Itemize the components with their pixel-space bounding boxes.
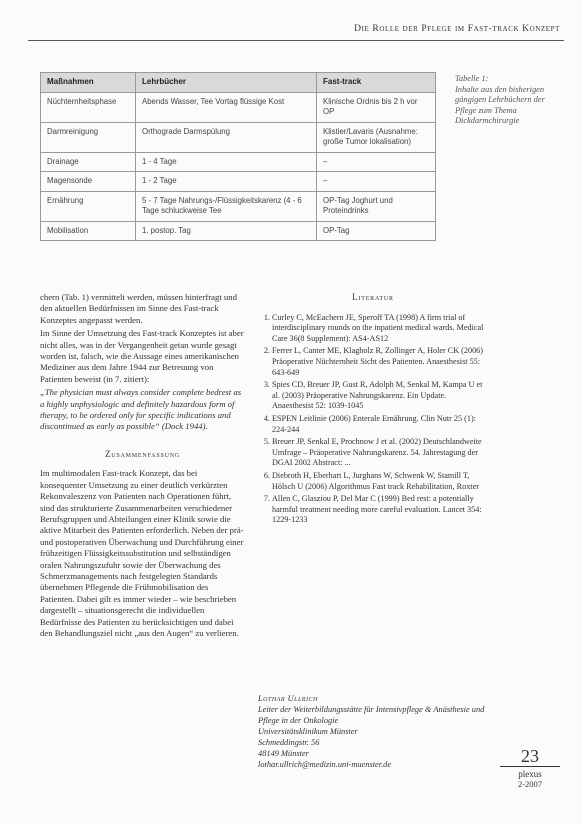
table-cell: – (317, 152, 436, 172)
table-cell: Klinische Ordnis bis 2 h vor OP (317, 92, 436, 122)
quote-paragraph: „The physician must always consider complete bedrest as a highly unphysiologic and definitely hazardous form of therapy, to be ordered only for specific indications and discontinued as early as possible“ (Dock 1944). (40, 387, 242, 432)
left-column (40, 292, 245, 641)
author-street: Schmeddingstr. 56 (258, 738, 320, 747)
literature-item: 4. ESPEN Leitlinie (2006) Enterale Ernährung. Clin Nutr 25 (1): 224-244 (272, 414, 488, 435)
summary-paragraph: Im multimodalen Fast-track Konzept, das bei konsequenter Umsetzung zu einer deutlich verkürzten Rekonvaleszenz von Patienten nach Operationen führt, sind das strukturierte Zusammenarbeiten verschiedener Berufsgruppen und Abteilungen einer Klinik sowie die aktive Mitarbeit des Patienten erforderlich. Neben der prä- und postoperativen Überwachung und Durchführung einer frühzeitigen Flüssigkeitssubstitution und selbständigen oralen Nahrungszufuhr sowie der Überwachung des Schmerzmanagements nach festgelegten Standards übernehmen Pflegende die Frühmobilisation des Patienten. Dabei gilt es immer wieder – wie beschrieben dargestellt – situationsgerecht die individuellen Bedürfnisse des Patienten zu berücksichtigen und dabei den Behandlungsziel nicht „aus den Augen“ zu verlieren. (40, 468, 244, 638)
table-row (41, 221, 436, 241)
table-cell: Klistier/Lavaris (Ausnahme: große Tumor lokalisation) (317, 122, 436, 152)
table-row (41, 92, 436, 122)
table-cell: 1 - 4 Tage (136, 152, 317, 172)
literature-item: 1. Curley C, McEachern JE, Speroff TA (1998) A firm trial of interdisciplinary rounds on the inpatient medical wards. Medical Care 36(8 Supplement): AS4-AS12 (272, 313, 488, 345)
table-cell: OP-Tag (317, 221, 436, 241)
table-cell: Orthograde Darmspülung (136, 122, 317, 152)
table-cell: Mobilisation (41, 221, 136, 241)
table-cell: 1 - 2 Tage (136, 172, 317, 192)
table-row (41, 122, 436, 152)
table-header-cell: Lehrbücher (136, 73, 317, 93)
literature-list (258, 313, 488, 526)
author-institution: Universitätsklinikum Münster (258, 727, 358, 736)
literature-item: 3. Spies CD, Breuer JP, Gust R, Adolph M, Senkal M, Kampa U et al. (2003) Präoperative Nahrungskarenz. Ein Update. Anaesthesist 52: 1039-1045 (272, 380, 488, 412)
table-cell: 1. postop. Tag (136, 221, 317, 241)
measures-table-wrap (40, 72, 436, 241)
author-name: Lothar Ullrich (258, 694, 318, 703)
literature-column (258, 292, 488, 528)
page-number: 23 (500, 746, 560, 767)
literature-heading: Literatur (352, 292, 394, 302)
table-cell: Magensonde (41, 172, 136, 192)
author-email[interactable]: lothar.ullrich@medizin.uni-muenster.de (258, 760, 392, 769)
table-row (41, 191, 436, 221)
caption-text: Inhalte aus den bisherigen gängigen Lehrbüchern der Pflege zum Thema Dickdarmchirurgie (455, 84, 545, 125)
table-cell: Drainage (41, 152, 136, 172)
table-row (41, 172, 436, 192)
table-cell: Darmreinigung (41, 122, 136, 152)
running-head: Die Rolle der Pflege im Fast-track Konzept (354, 24, 560, 34)
magazine-name: plexus (518, 769, 542, 779)
table-header-row (41, 73, 436, 93)
caption-label: Tabelle 1: (455, 74, 489, 83)
literature-item: 5. Breuer JP, Senkal E, Prochnow J et al. (2002) Deutschlandweite Umfrage – Präoperative Nahrungskarenz. 54. Jahrestagung der DGAI 2002 Abstract: ... (272, 437, 488, 469)
header-rule (28, 40, 564, 41)
author-affiliation: Leiter der Weiterbildungsstätte für Intensivpflege & Anästhesie und Pflege in der Onkologie (258, 705, 485, 725)
page-info (500, 746, 560, 789)
table-row (41, 152, 436, 172)
literature-item: 2. Ferrer L, Canter ME, Klagholz R, Zollinger A, Holer CK (2006) Präoperative Nüchternheit Sicht des Patienten. Anaesthesist 55: 643-649 (272, 346, 488, 378)
table-header-cell: Maßnahmen (41, 73, 136, 93)
table-cell: – (317, 172, 436, 192)
body-paragraph: chern (Tab. 1) vermittelt werden, müssen hinterfragt und den aktuellen Bedürfnissen im Sinne des Fast-track Konzeptes angepasst werden. (40, 292, 237, 325)
author-block (258, 693, 488, 770)
summary-heading: Zusammenfassung (104, 448, 181, 459)
table-cell: Nüchternheitsphase (41, 92, 136, 122)
table-cell: 5 - 7 Tage Nahrungs-/Flüssigkeitskarenz (4 - 6 Tage schluckweise Tee (136, 191, 317, 221)
table-cell: OP-Tag Joghurt und Proteindrinks (317, 191, 436, 221)
table-header-cell: Fast-track (317, 73, 436, 93)
table-cell: Ernährung (41, 191, 136, 221)
issue-number: 2-2007 (517, 779, 543, 789)
table-cell: Abends Wasser, Tee Vortag flüssige Kost (136, 92, 317, 122)
measures-table (40, 72, 436, 241)
body-paragraph: Im Sinne der Umsetzung des Fast-track Konzeptes ist aber nicht alles, was in der Vergangenheit getan wurde gesagt worden ist, falsch, wie die Aussage eines amerikanischen Mediziner aus dem Jahre 1944 zur Betreuung von Patienten beweist (in 7. zitiert): (40, 328, 244, 384)
literature-item: 6. Diebroth H, Eberhart L, Jurghans W, Schwenk W, Stamill T, Hölsch U (2006) Algorithmus Fast track Rehabilitation, Roxter (272, 471, 488, 492)
table-caption (455, 74, 567, 127)
author-city: 48149 Münster (258, 749, 309, 758)
literature-item: 7. Allen C, Glasziou P, Del Mar C (1999) Bed rest: a potentially harmful treatment needing more careful evaluation. Lancet 354: 1229-1233 (272, 494, 488, 526)
